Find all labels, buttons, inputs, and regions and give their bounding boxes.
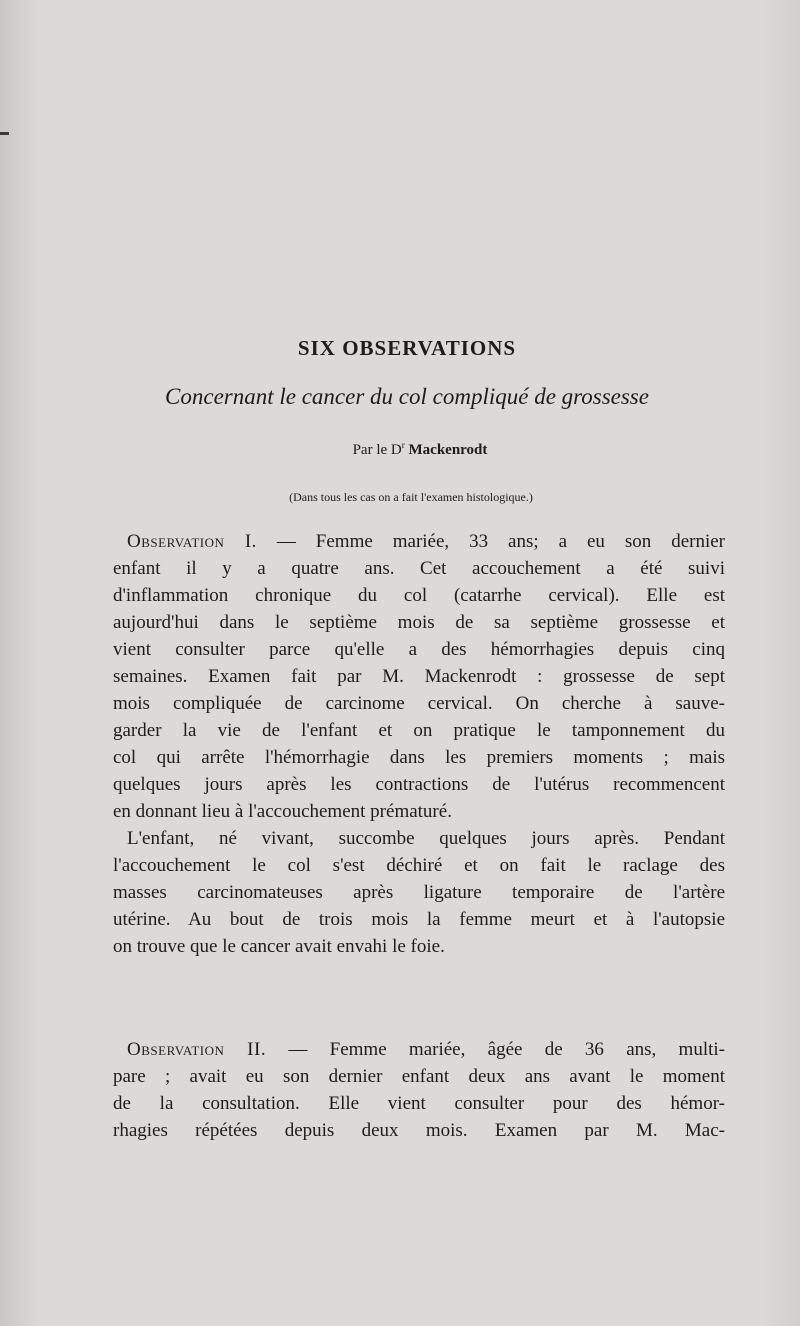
observation-1 — [113, 528, 725, 960]
text-line: masses carcinomateuses après ligature temporaire de l'artère — [113, 882, 725, 903]
observation-2 — [113, 1036, 725, 1144]
text-line: garder la vie de l'enfant et on pratique le tamponnement du — [113, 720, 725, 741]
text-line: vient consulter parce qu'elle a des hémorrhagies depuis cinq — [113, 639, 725, 660]
text-line — [113, 528, 725, 555]
text-line: on trouve que le cancer avait envahi le foie. — [113, 936, 445, 957]
text-line: enfant il y a quatre ans. Cet accouchement a été suivi — [113, 558, 725, 579]
text-line: rhagies répétées depuis deux mois. Examen par M. Mac- — [113, 1120, 725, 1141]
text-line: aujourd'hui dans le septième mois de sa septième grossesse et — [113, 612, 725, 633]
author-title-sup: r — [401, 440, 405, 450]
text-line: semaines. Examen fait par M. Mackenrodt : grossesse de sept — [113, 666, 725, 687]
page-edge-mark — [0, 132, 9, 135]
page-title: SIX OBSERVATIONS — [297, 336, 517, 360]
text-line: utérine. Au bout de trois mois la femme meurt et à l'autopsie — [113, 909, 725, 930]
author-name: Mackenrodt — [408, 442, 488, 458]
text-line: col qui arrête l'hémorrhagie dans les premiers moments ; mais — [113, 747, 725, 768]
text-line: L'enfant, né vivant, succombe quelques jours après. Pendant — [127, 828, 725, 849]
author-prefix: Par le D — [352, 442, 402, 458]
observation-label: Observation I. — [127, 531, 257, 552]
text-line: de la consultation. Elle vient consulter pour des hémor- — [113, 1093, 725, 1114]
text-line: quelques jours après les contractions de l'utérus recommencent — [113, 774, 725, 795]
observation-label: Observation II. — [127, 1039, 267, 1060]
text-line: d'inflammation chronique du col (catarrhe cervical). Elle est — [113, 585, 725, 606]
text-line: l'accouchement le col s'est déchiré et on fait le raclage des — [113, 855, 725, 876]
page-subtitle: Concernant le cancer du col compliqué de grossesse — [165, 384, 649, 409]
text-line — [113, 1036, 725, 1063]
text-line-content: — Femme mariée, 33 ans; a eu son dernier — [256, 531, 725, 552]
text-line: mois compliquée de carcinome cervical. On cherche à sauve- — [113, 693, 725, 714]
author-line — [0, 440, 800, 459]
text-line-content: — Femme mariée, âgée de 36 ans, multi- — [266, 1039, 725, 1060]
histology-note: (Dans tous les cas on a fait l'examen histologique.) — [289, 490, 533, 504]
text-line: pare ; avait eu son dernier enfant deux ans avant le moment — [113, 1066, 725, 1087]
text-line: en donnant lieu à l'accouchement prématuré. — [113, 801, 452, 822]
